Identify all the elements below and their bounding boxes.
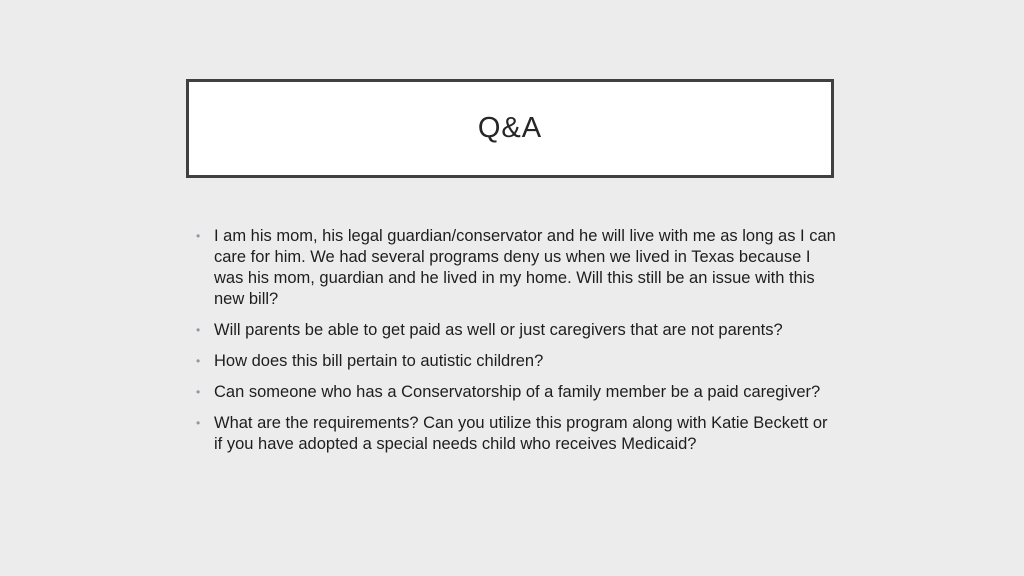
bullet-list [196,226,836,465]
bullet-text: How does this bill pertain to autistic children? [214,352,544,370]
bullet-icon: • [196,354,201,368]
list-item [196,382,836,403]
list-item [196,226,836,310]
bullet-icon: • [196,416,201,430]
list-item [196,351,836,372]
bullet-icon: • [196,323,201,337]
list-item [196,413,836,455]
bullet-icon: • [196,385,201,399]
slide-title: Q&A [477,112,543,144]
title-box [186,79,834,178]
bullet-icon: • [196,229,201,243]
bullet-text: Can someone who has a Conservatorship of a family member be a paid caregiver? [214,383,821,401]
list-item [196,320,836,341]
bullet-text: What are the requirements? Can you utilize this program along with Katie Beckett or if you have adopted a special needs child who receives Medicaid? [214,414,828,453]
bullet-text: I am his mom, his legal guardian/conservator and he will live with me as long as I can care for him. We had several programs deny us when we lived in Texas because I was his mom, guardian and he lived in my home. Will this still be an issue with this new bill? [214,227,836,308]
bullet-text: Will parents be able to get paid as well or just caregivers that are not parents? [214,321,783,339]
